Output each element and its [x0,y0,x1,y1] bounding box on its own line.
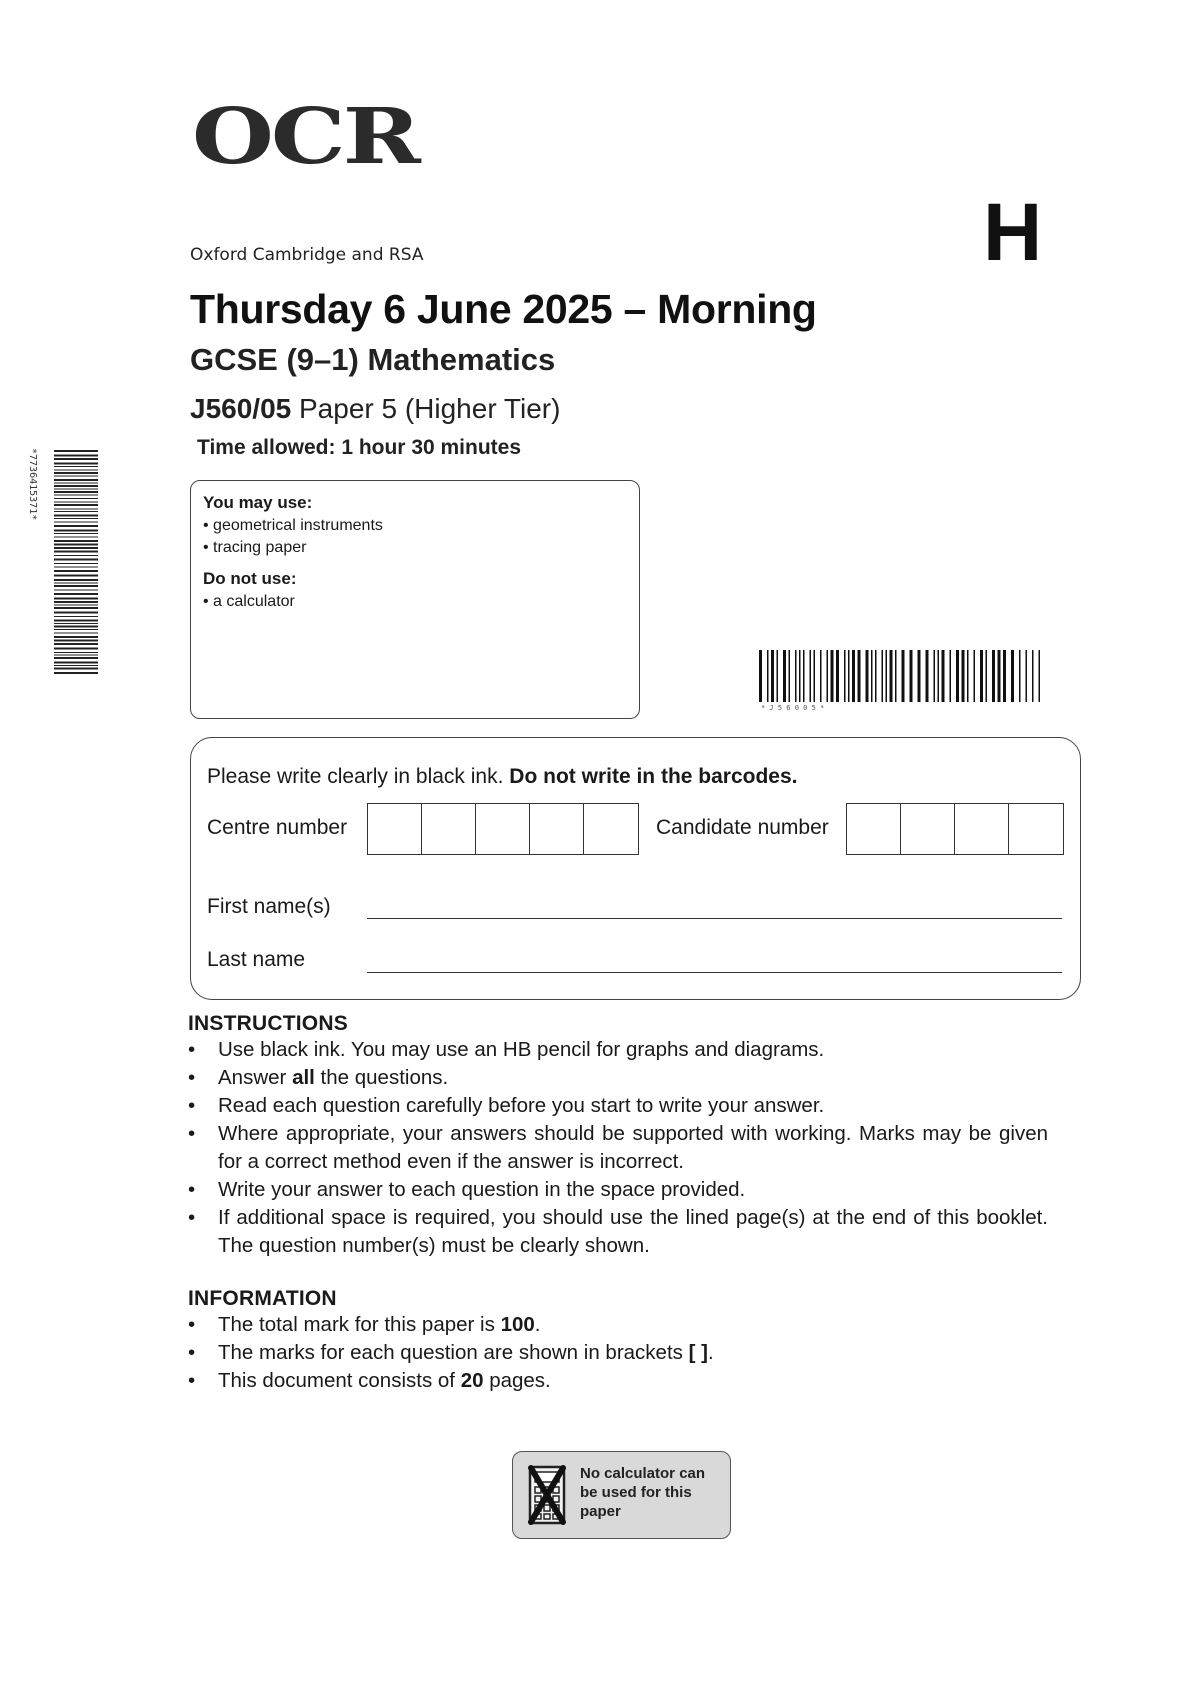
barcode-bar [886,650,888,702]
instruction-item: • Answer all the questions. [188,1064,1048,1092]
barcode-bar [777,650,779,702]
barcode-bar [54,483,98,484]
last-name-label: Last name [207,948,306,971]
barcode-bar [1039,650,1041,702]
barcode-bar [54,455,98,457]
barcode-bar [54,668,98,670]
barcode-bar [54,612,98,614]
barcode-bar [54,626,98,628]
candidate-digit-box[interactable] [901,804,955,854]
barcode-bar [789,650,791,702]
barcode-bar [54,551,98,553]
barcode-bar [1026,650,1028,702]
barcode-bar [54,575,98,577]
do-not-use-heading: Do not use: [203,569,297,588]
barcode-bar [54,491,98,493]
barcode-bar [54,540,98,542]
first-name-label: First name(s) [207,895,331,918]
barcode-bar [54,509,98,510]
barcode-bar [54,537,98,538]
crossed-calculator-icon [525,1464,569,1526]
barcode-bar [836,650,839,702]
barcode-bar [54,555,98,556]
barcode-bar [942,650,945,702]
instruction-item: • Read each question carefully before you start to write your answer. [188,1092,1048,1120]
candidate-digit-box[interactable] [847,804,901,854]
barcode-bar [54,593,98,595]
main-barcode-text: * J 5 6 0 0 5 * [761,704,825,712]
barcode-warning: Do not write in the barcodes. [509,765,798,788]
do-not-use-item: • a calculator [203,593,295,610]
barcode-bar [54,570,98,572]
barcode-bar [54,466,98,467]
barcode-bar [902,650,905,702]
candidate-details-box [190,737,1081,1000]
information-item: • This document consists of 20 pages. [188,1367,1048,1395]
barcode-bar [54,598,98,600]
barcode-bar [54,616,98,617]
side-barcode [54,450,98,678]
barcode-bar [759,650,762,702]
barcode-bar [938,650,940,702]
barcode-bar [992,650,995,702]
barcode-bar [54,498,98,499]
centre-digit-box[interactable] [476,804,530,854]
barcode-bar [54,476,98,477]
barcode-bar [54,585,98,587]
barcode-bar [54,530,98,532]
barcode-bar [918,650,921,702]
barcode-bar [54,559,98,561]
barcode-bar [54,504,98,506]
barcode-bar [866,650,869,702]
barcode-bar [956,650,959,702]
paper-line [190,393,560,425]
may-use-item: • tracing paper [203,539,307,556]
barcode-bar [54,643,98,645]
barcode-bar [54,648,98,650]
candidate-number-label: Candidate number [656,816,829,839]
centre-number-label: Centre number [207,816,348,839]
barcode-bar [54,662,98,664]
barcode-bar [882,650,884,702]
barcode-bar [844,650,846,702]
barcode-bar [1003,650,1006,702]
barcode-bar [1032,650,1034,702]
barcode-bar [926,650,929,702]
barcode-bar [950,650,952,702]
barcode-bar [54,652,98,653]
last-name-line[interactable] [367,972,1062,973]
side-barcode-text: *7736415371* [27,448,38,521]
barcode-bar [54,623,98,624]
barcode-bar [54,583,98,584]
barcode-bar [783,650,786,702]
barcode-bar [54,590,98,591]
barcode-bar [810,650,812,702]
paper-code: J560/05 [190,393,292,424]
barcode-bar [54,567,98,568]
barcode-bar [54,495,98,496]
barcode-bar [54,489,98,490]
information-heading: INFORMATION [188,1287,337,1310]
barcode-bar [54,657,98,659]
candidate-digit-box[interactable] [955,804,1009,854]
barcode-bar [54,544,98,546]
barcode-bar [54,463,98,465]
barcode-bar [852,650,855,702]
barcode-bar [54,522,98,523]
barcode-bar [890,650,893,702]
barcode-bar [998,650,1001,702]
barcode-bar [54,633,98,634]
information-item: • The total mark for this paper is 100. [188,1311,1048,1339]
time-allowed: Time allowed: 1 hour 30 minutes [197,436,522,459]
barcode-bar [767,650,769,702]
no-calculator-text: No calculator can be used for this paper [580,1465,706,1520]
barcode-bar [799,650,801,702]
barcode-bar [795,650,797,702]
barcode-bar [814,650,816,702]
may-use-item: • geometrical instruments [203,517,383,534]
barcode-bar [54,525,98,527]
barcode-bar [54,579,98,581]
barcode-bar [54,655,98,656]
barcode-bar [54,518,98,519]
candidate-digit-box[interactable] [1009,804,1063,854]
barcode-bar [831,650,834,702]
barcode-bar [910,650,913,702]
instruction-item: • If additional space is required, you should use the lined page(s) at the end of this booklet. The question number(s) must be clearly shown. [188,1204,1048,1260]
information-item: • The marks for each question are shown in brackets [ ]. [188,1339,1048,1367]
barcode-bar [827,650,829,702]
barcode-bar [54,605,98,606]
no-calculator-notice [512,1451,731,1539]
instruction-item: • Where appropriate, your answers should be supported with working. Marks may be given for a correct method even if the answer is incorrect. [188,1120,1048,1176]
centre-digit-box[interactable] [422,804,476,854]
barcode-bar [54,629,98,630]
instruction-item: • Use black ink. You may use an HB pencil for graphs and diagrams. [188,1036,1048,1064]
barcode-bar [54,472,98,474]
barcode-bar [875,650,877,702]
barcode-bar [848,650,850,702]
tier-letter: H [983,187,1043,278]
centre-digit-box[interactable] [584,804,638,854]
barcode-bar [54,665,98,666]
logo-subtitle: Oxford Cambridge and RSA [190,245,424,265]
exam-date-title: Thursday 6 June 2025 – Morning [190,286,817,332]
barcode-bar [54,450,98,452]
barcode-bar [962,650,965,702]
barcode-bar [1019,650,1021,702]
barcode-bar [54,640,98,642]
barcode-bar [820,650,822,702]
barcode-bar [967,650,969,702]
materials-box [190,480,640,719]
barcode-bar [934,650,936,702]
barcode-bar [895,650,897,702]
ocr-logo: OCR [192,91,418,182]
barcode-bar [986,650,988,702]
centre-number-boxes[interactable] [367,803,639,855]
barcode-bar [54,479,98,481]
barcode-bar [54,620,98,622]
barcode-bar [858,650,861,702]
barcode-bar [54,470,98,471]
barcode-bar [54,672,98,674]
barcode-bar [54,607,98,609]
barcode-bar [974,650,976,702]
instructions-list [188,1036,1048,1260]
barcode-bar [980,650,983,702]
centre-digit-box[interactable] [530,804,584,854]
candidate-intro: Please write clearly in black ink. Do not write in the barcodes. [207,765,798,788]
barcode-bar [803,650,805,702]
information-list [188,1311,1048,1395]
barcode-bar [54,601,98,603]
paper-name: Paper 5 (Higher Tier) [299,393,561,424]
first-name-line[interactable] [367,918,1062,919]
instruction-item: • Write your answer to each question in the space provided. [188,1176,1048,1204]
candidate-number-boxes[interactable] [846,803,1064,855]
instructions-heading: INSTRUCTIONS [188,1012,348,1035]
information-section [188,1287,1048,1395]
subject-title: GCSE (9–1) Mathematics [190,342,556,377]
barcode-bar [54,511,98,512]
may-use-heading: You may use: [203,493,313,512]
centre-digit-box[interactable] [368,804,422,854]
instructions-section [188,1012,1048,1260]
main-barcode [759,650,1044,702]
barcode-bar [1011,650,1014,702]
barcode-bar [54,533,98,534]
barcode-bar [771,650,774,702]
barcode-bar [54,547,98,549]
barcode-bar [54,563,98,564]
barcode-bar [54,502,98,503]
barcode-bar [54,485,98,487]
barcode-bar [54,636,98,638]
barcode-bar [54,458,98,460]
barcode-bar [54,515,98,517]
barcode-bar [871,650,873,702]
